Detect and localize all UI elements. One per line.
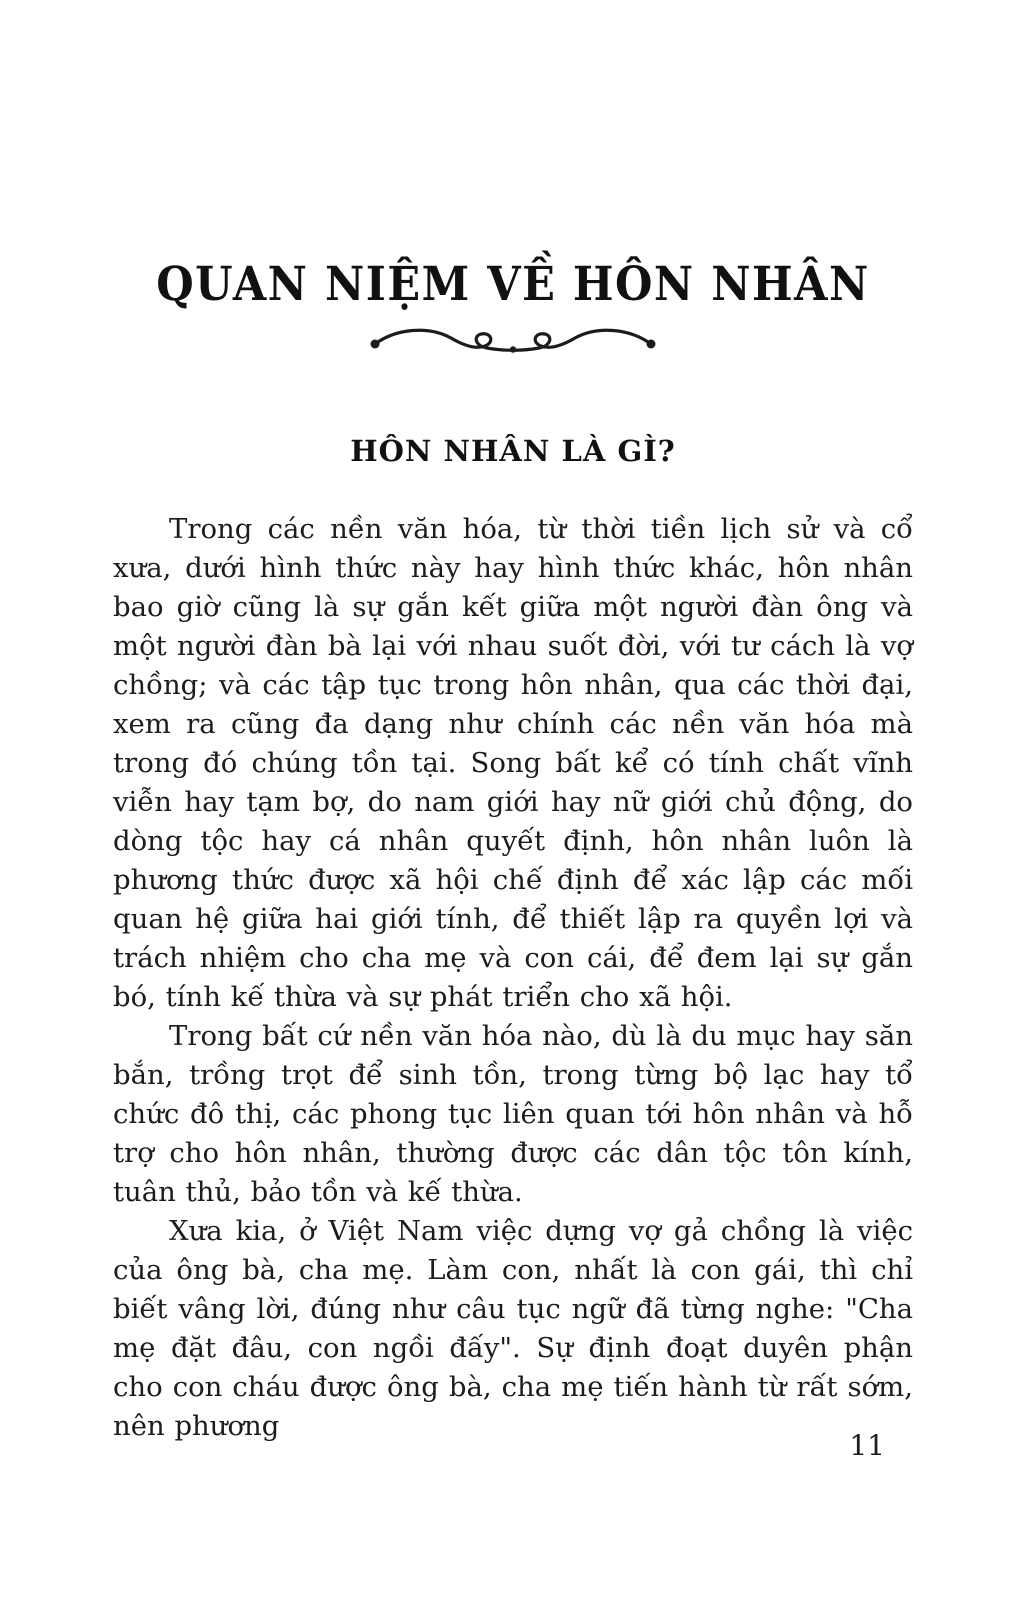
flourish-ornament [113, 322, 913, 362]
body-paragraph: Trong bất cứ nền văn hóa nào, dù là du mục hay săn bắn, trồng trọt để sinh tồn, trong từng bộ lạc hay tổ chức đô thị, các phong tục liên quan tới hôn nhân và hỗ trợ cho hôn nhân, thường được các dân tộc tôn kính, tuân thủ, bảo tồn và kế thừa. [113, 1020, 913, 1208]
body-paragraph: Xưa kia, ở Việt Nam việc dựng vợ gả chồng là việc của ông bà, cha mẹ. Làm con, nhất là con gái, thì chỉ biết vâng lời, đúng như câu tục ngữ đã từng nghe: "Cha mẹ đặt đâu, con ngồi đấy". Sự định đoạt duyên phận cho con cháu được ông bà, cha mẹ tiến hành từ rất sớm, nên phương [113, 1215, 913, 1442]
body-paragraph: Trong các nền văn hóa, từ thời tiền lịch sử và cổ xưa, dưới hình thức này hay hình thức khác, hôn nhân bao giờ cũng là sự gắn kết giữa một người đàn ông và một người đàn bà lại với nhau suốt đời, với tư cách là vợ chồng; và các tập tục trong hôn nhân, qua các thời đại, xem ra cũng đa dạng như chính các nền văn hóa mà trong đó chúng tồn tại. Song bất kể có tính chất vĩnh viễn hay tạm bợ, do nam giới hay nữ giới chủ động, do dòng tộc hay cá nhân quyết định, hôn nhân luôn là phương thức được xã hội chế định để xác lập các mối quan hệ giữa hai giới tính, để thiết lập ra quyền lợi và trách nhiệm cho cha mẹ và con cái, để đem lại sự gắn bó, tính kế thừa và sự phát triển cho xã hội. [113, 513, 913, 1013]
section-heading: HÔN NHÂN LÀ GÌ? [350, 434, 676, 468]
chapter-title: QUAN NIỆM VỀ HÔN NHÂN [156, 258, 870, 312]
page-number: 11 [849, 1429, 885, 1462]
